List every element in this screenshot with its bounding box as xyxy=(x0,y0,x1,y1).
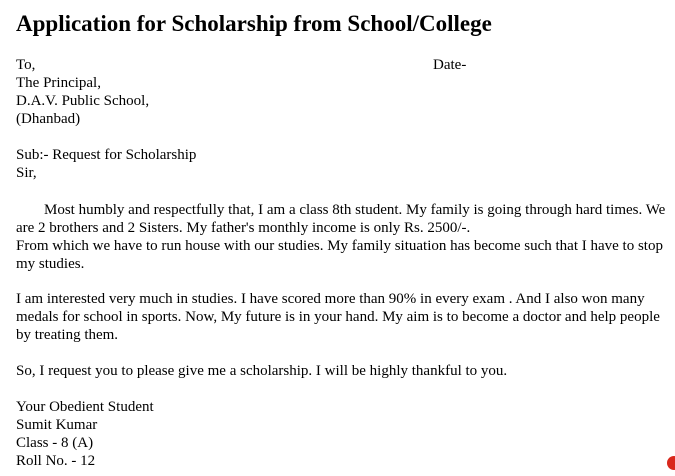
paragraph-request: So, I request you to please give me a scholarship. I will be highly thankful to you. xyxy=(16,363,508,379)
body-paragraph-1 xyxy=(16,201,671,273)
date-label: Date- xyxy=(433,57,467,73)
body-paragraph-2 xyxy=(16,290,671,344)
paragraph-intro: Most humbly and respectfully that, I am a class 8th student. My family is going through hard times. We are 2 brothers and 2 Sisters. My father's monthly income is only Rs. 2500/-. xyxy=(16,202,666,236)
student-class: Class - 8 (A) xyxy=(16,435,94,451)
address-line-city: (Dhanbad) xyxy=(16,111,81,127)
paragraph-situation: From which we have to run house with our studies. My family situation has become such that I have to stop my studies. xyxy=(16,238,663,272)
paragraph-achievements: I am interested very much in studies. I have scored more than 90% in every exam . And I also won many medals for school in sports. Now, My future is in your hand. My aim is to become a doctor and help people by treating them. xyxy=(16,291,660,343)
to-line: To, xyxy=(16,57,36,73)
red-dot-icon xyxy=(667,456,675,470)
subject-line: Sub:- Request for Scholarship xyxy=(16,147,197,163)
salutation: Sir, xyxy=(16,165,37,181)
closing-line: Your Obedient Student xyxy=(16,399,154,415)
body-paragraph-3 xyxy=(16,362,671,380)
address-line-principal: The Principal, xyxy=(16,75,101,91)
address-line-school: D.A.V. Public School, xyxy=(16,93,150,109)
page-title: Application for Scholarship from School/College xyxy=(16,11,492,36)
student-roll-number: Roll No. - 12 xyxy=(16,453,96,469)
student-name: Sumit Kumar xyxy=(16,417,98,433)
